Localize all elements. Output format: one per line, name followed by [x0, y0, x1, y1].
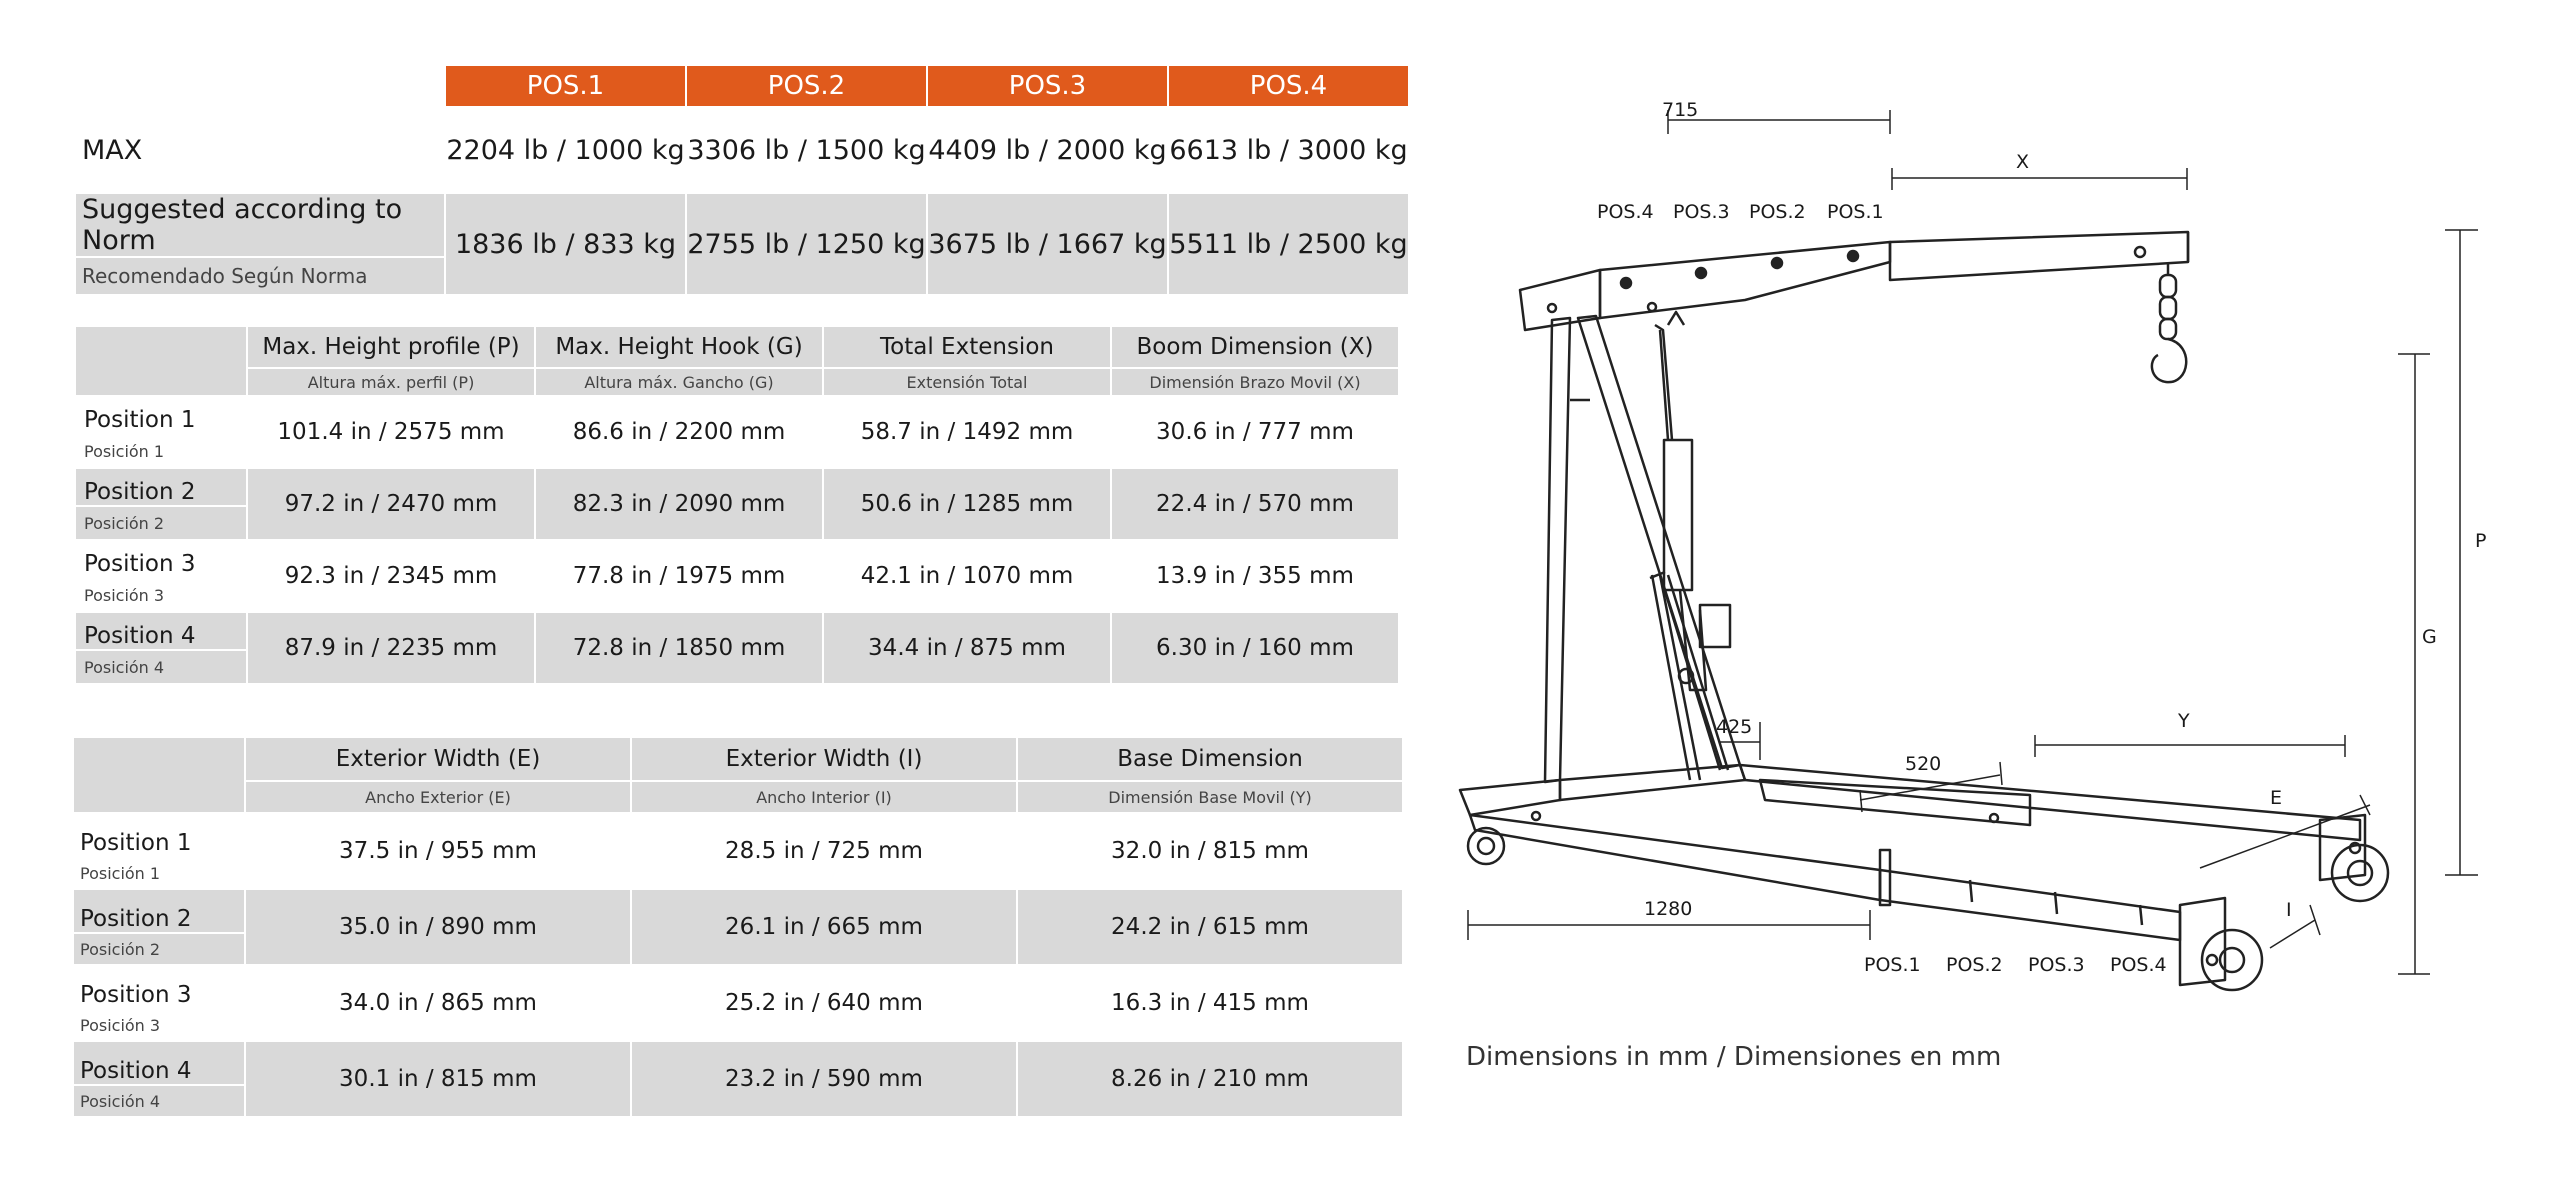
width-row-sublabel: Posición 2 — [73, 933, 245, 965]
dim-715-label: 715 — [1662, 99, 1699, 121]
width-header: Base Dimension — [1017, 737, 1403, 781]
height-cell: 34.4 in / 875 mm — [823, 612, 1111, 684]
capacity-header-blank — [75, 65, 445, 107]
width-table — [72, 736, 1404, 1118]
capacity-header-pos1: POS.1 — [445, 65, 686, 107]
width-row-sublabel: Posición 3 — [73, 1009, 245, 1041]
height-cell: 87.9 in / 2235 mm — [247, 612, 535, 684]
dim-1280-label: 1280 — [1644, 898, 1693, 920]
width-cell: 37.5 in / 955 mm — [245, 813, 631, 889]
height-subheader: Altura máx. Gancho (G) — [535, 368, 823, 396]
height-cell: 6.30 in / 160 mm — [1111, 612, 1399, 684]
boom-pos-label: POS.2 — [1749, 201, 1806, 223]
width-subheader: Ancho Exterior (E) — [245, 781, 631, 813]
base-frame — [1460, 765, 2365, 985]
capacity-header-pos3: POS.3 — [927, 65, 1168, 107]
leg-pos-label: POS.2 — [1946, 954, 2003, 976]
dim-x-label: X — [2016, 151, 2030, 173]
width-cell: 30.1 in / 815 mm — [245, 1041, 631, 1117]
height-cell: 58.7 in / 1492 mm — [823, 396, 1111, 468]
width-cell: 34.0 in / 865 mm — [245, 965, 631, 1041]
suggested-value: 1836 lb / 833 kg — [445, 193, 686, 295]
crane-diagram — [1450, 70, 2500, 1030]
capacity-table — [74, 64, 1410, 296]
width-cell: 35.0 in / 890 mm — [245, 889, 631, 965]
dim-520-label: 520 — [1905, 753, 1942, 775]
width-row-label: Position 1 — [73, 813, 245, 857]
suggested-value: 5511 lb / 2500 kg — [1168, 193, 1409, 295]
height-row-sublabel: Posición 2 — [75, 506, 247, 540]
height-row-label: Position 2 — [75, 468, 247, 506]
width-cell: 23.2 in / 590 mm — [631, 1041, 1017, 1117]
leg-pos-label: POS.3 — [2028, 954, 2085, 976]
suggested-value: 2755 lb / 1250 kg — [686, 193, 927, 295]
height-cell: 82.3 in / 2090 mm — [535, 468, 823, 540]
width-cell: 28.5 in / 725 mm — [631, 813, 1017, 889]
height-subheader: Altura máx. perfil (P) — [247, 368, 535, 396]
boom — [1520, 232, 2188, 330]
width-row-sublabel: Posición 4 — [73, 1085, 245, 1117]
width-cell: 25.2 in / 640 mm — [631, 965, 1017, 1041]
height-header: Total Extension — [823, 326, 1111, 368]
max-value: 4409 lb / 2000 kg — [927, 107, 1168, 193]
max-value: 2204 lb / 1000 kg — [445, 107, 686, 193]
height-table — [74, 325, 1400, 685]
height-row-label: Position 3 — [75, 540, 247, 578]
width-subheader: Ancho Interior (I) — [631, 781, 1017, 813]
max-label: MAX — [75, 107, 445, 193]
height-cell: 72.8 in / 1850 mm — [535, 612, 823, 684]
width-cell: 24.2 in / 615 mm — [1017, 889, 1403, 965]
width-row-label: Position 3 — [73, 965, 245, 1009]
dim-i-label: I — [2286, 899, 2292, 921]
suggested-label: Suggested according to Norm — [75, 193, 445, 257]
height-row-sublabel: Posición 4 — [75, 650, 247, 684]
width-header: Exterior Width (I) — [631, 737, 1017, 781]
suggested-value: 3675 lb / 1667 kg — [927, 193, 1168, 295]
width-row-sublabel: Posición 1 — [73, 857, 245, 889]
height-header: Max. Height profile (P) — [247, 326, 535, 368]
width-subheader: Dimensión Base Movil (Y) — [1017, 781, 1403, 813]
capacity-header-pos4: POS.4 — [1168, 65, 1409, 107]
capacity-header-pos2: POS.2 — [686, 65, 927, 107]
height-cell: 42.1 in / 1070 mm — [823, 540, 1111, 612]
height-header: Max. Height Hook (G) — [535, 326, 823, 368]
height-row-label: Position 1 — [75, 396, 247, 434]
height-cell: 50.6 in / 1285 mm — [823, 468, 1111, 540]
height-cell: 97.2 in / 2470 mm — [247, 468, 535, 540]
hook — [2152, 262, 2186, 382]
height-cell: 92.3 in / 2345 mm — [247, 540, 535, 612]
height-header: Boom Dimension (X) — [1111, 326, 1399, 368]
boom-pos-label: POS.3 — [1673, 201, 1730, 223]
height-cell: 86.6 in / 2200 mm — [535, 396, 823, 468]
height-row-label: Position 4 — [75, 612, 247, 650]
width-header: Exterior Width (E) — [245, 737, 631, 781]
height-subheader: Extensión Total — [823, 368, 1111, 396]
dim-e-label: E — [2270, 787, 2283, 809]
boom-pos-label: POS.1 — [1827, 201, 1884, 223]
dim-425-label: 425 — [1716, 716, 1753, 738]
height-row-sublabel: Posición 1 — [75, 434, 247, 468]
width-cell: 26.1 in / 665 mm — [631, 889, 1017, 965]
dim-p-label: P — [2475, 530, 2487, 552]
height-cell: 30.6 in / 777 mm — [1111, 396, 1399, 468]
height-cell: 22.4 in / 570 mm — [1111, 468, 1399, 540]
width-row-label: Position 4 — [73, 1041, 245, 1085]
suggested-sublabel: Recomendado Según Norma — [75, 257, 445, 295]
width-cell: 16.3 in / 415 mm — [1017, 965, 1403, 1041]
max-value: 6613 lb / 3000 kg — [1168, 107, 1409, 193]
diagram-caption: Dimensions in mm / Dimensiones en mm — [1466, 1042, 2002, 1072]
width-cell: 8.26 in / 210 mm — [1017, 1041, 1403, 1117]
boom-pos-label: POS.4 — [1597, 201, 1654, 223]
height-cell: 101.4 in / 2575 mm — [247, 396, 535, 468]
max-value: 3306 lb / 1500 kg — [686, 107, 927, 193]
height-header-blank — [75, 326, 247, 396]
height-row-sublabel: Posición 3 — [75, 578, 247, 612]
height-cell: 77.8 in / 1975 mm — [535, 540, 823, 612]
leg-pos-label: POS.4 — [2110, 954, 2167, 976]
width-row-label: Position 2 — [73, 889, 245, 933]
dim-g-label: G — [2422, 626, 2437, 648]
width-header-blank — [73, 737, 245, 813]
height-cell: 13.9 in / 355 mm — [1111, 540, 1399, 612]
dim-y-label: Y — [2178, 710, 2190, 732]
leg-pos-label: POS.1 — [1864, 954, 1921, 976]
width-cell: 32.0 in / 815 mm — [1017, 813, 1403, 889]
height-subheader: Dimensión Brazo Movil (X) — [1111, 368, 1399, 396]
